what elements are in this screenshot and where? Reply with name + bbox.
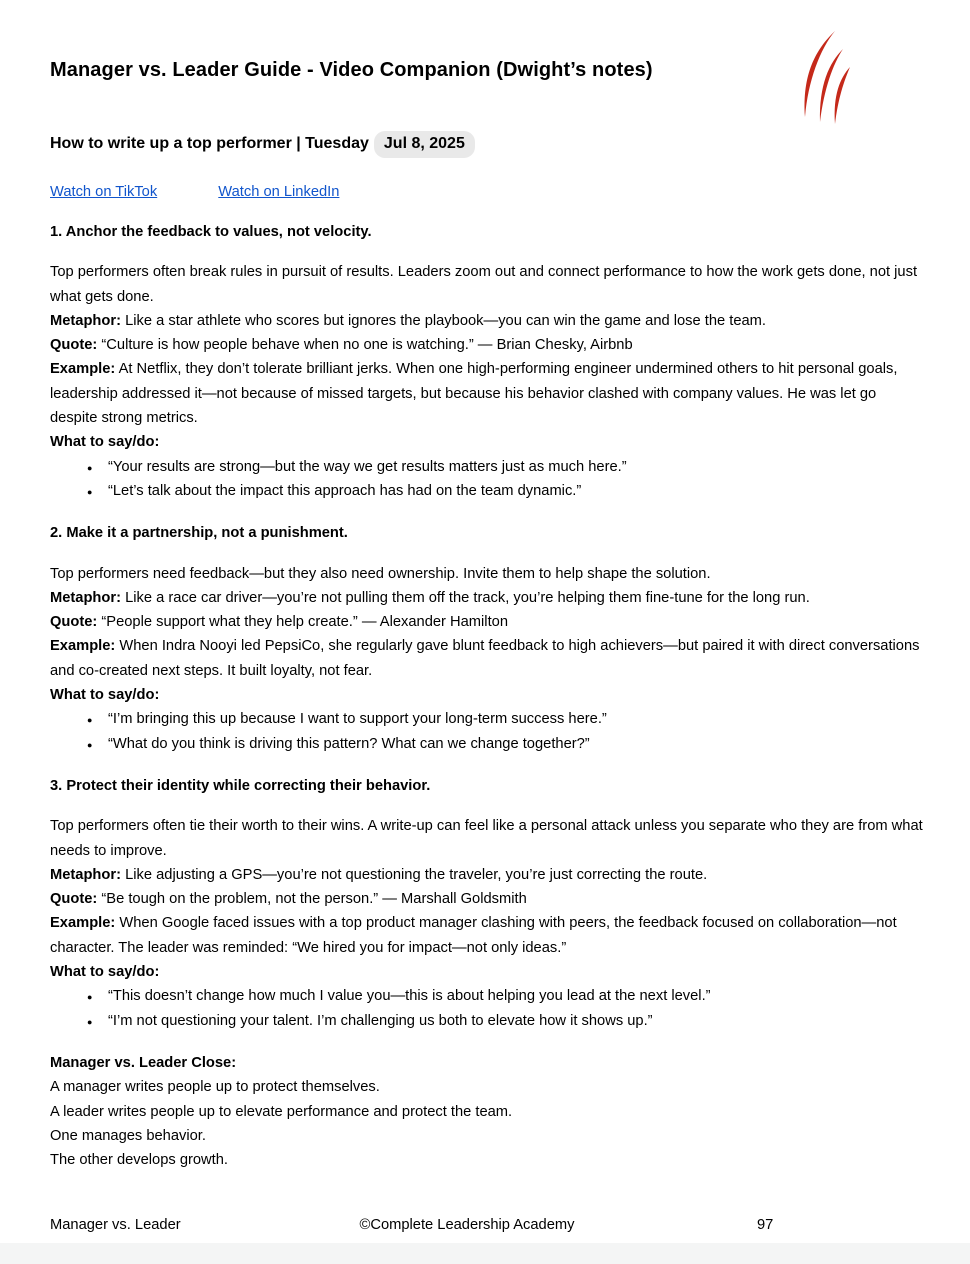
example-line — [50, 911, 923, 960]
what-to-say-label — [50, 960, 923, 984]
example-line — [50, 634, 923, 683]
say-do-list — [50, 707, 923, 756]
section-heading: 3. Protect their identity while correcting their behavior. — [50, 777, 431, 794]
bullet-item: ● “I’m bringing this up because I want to support your long-term success here.” — [50, 707, 923, 731]
quote-label: Quote: — [50, 891, 98, 908]
example-text: When Indra Nooyi led PepsiCo, she regularly gave blunt feedback to high achievers—but paired it with direct conversations and co-created next steps. It built loyalty, not fear. — [50, 638, 920, 679]
example-label: Example: — [50, 915, 116, 932]
say-do-list — [50, 984, 923, 1033]
bullet-item: ● “This doesn’t change how much I value you—this is about helping you lead at the next level.” — [50, 984, 923, 1008]
intro-paragraph: Top performers often break rules in pursuit of results. Leaders zoom out and connect performance to how the work gets done, not just what gets done. — [50, 264, 918, 305]
subtitle-text: How to write up a top performer | Tuesday — [50, 135, 369, 152]
intro-paragraph: Top performers often tie their worth to their wins. A write-up can feel like a personal attack unless you separate who they are from what needs to improve. — [50, 818, 923, 859]
flame-icon — [798, 28, 858, 128]
quote-text: “Culture is how people behave when no one is watching.” — Brian Chesky, Airbnb — [97, 337, 633, 354]
bullet-item: ● “What do you think is driving this pattern? What can we change together?” — [50, 732, 923, 756]
quote-label: Quote: — [50, 614, 98, 631]
what-to-say-label — [50, 430, 923, 454]
what-to-say-text: What to say/do: — [50, 687, 160, 704]
example-label: Example: — [50, 361, 116, 378]
section-heading: 2. Make it a partnership, not a punishment. — [50, 525, 348, 542]
metaphor-label: Metaphor: — [50, 312, 121, 329]
quote-line — [50, 333, 923, 357]
quote-text: “People support what they help create.” — Alexander Hamilton — [97, 614, 508, 631]
close-line: A manager writes people up to protect themselves. — [50, 1079, 380, 1096]
video-subtitle — [50, 130, 923, 158]
quote-label: Quote: — [50, 337, 98, 354]
metaphor-text: Like a race car driver—you’re not pulling them off the track, you’re helping them fine-tune for the long run. — [121, 589, 810, 606]
bullet-item: ● “Let’s talk about the impact this approach has had on the team dynamic.” — [50, 479, 923, 503]
section-body — [50, 814, 923, 1033]
close-heading: Manager vs. Leader Close: — [50, 1054, 237, 1071]
metaphor-text: Like adjusting a GPS—you’re not questioning the traveler, you’re just correcting the route. — [121, 866, 708, 883]
metaphor-line — [50, 863, 923, 887]
bullet-item: ● “Your results are strong—but the way we get results matters just as much here.” — [50, 455, 923, 479]
section-body — [50, 562, 923, 756]
watch-on-tiktok-link[interactable]: Watch on TikTok — [50, 184, 158, 200]
footer-page-number: 97 — [757, 1217, 774, 1233]
section-2 — [50, 521, 923, 756]
example-label: Example: — [50, 638, 116, 655]
example-line — [50, 357, 923, 430]
watch-on-linkedin-link[interactable]: Watch on LinkedIn — [218, 184, 340, 200]
example-text: When Google faced issues with a top product manager clashing with peers, the feedback focused on collaboration—not character. The leader was reminded: “We hired you for impact—not only ideas.” — [50, 915, 897, 956]
section-body — [50, 260, 923, 503]
intro-paragraph: Top performers need feedback—but they also need ownership. Invite them to help shape the solution. — [50, 565, 711, 582]
close-line: One manages behavior. — [50, 1127, 206, 1144]
section-3 — [50, 774, 923, 1033]
metaphor-text: Like a star athlete who scores but ignores the playbook—you can win the game and lose the team. — [121, 312, 766, 329]
date-badge: Jul 8, 2025 — [374, 131, 475, 158]
page-edge-strip — [0, 1243, 970, 1264]
section-heading: 1. Anchor the feedback to values, not velocity. — [50, 224, 372, 240]
close-line: A leader writes people up to elevate performance and protect the team. — [50, 1103, 513, 1120]
metaphor-line — [50, 586, 923, 610]
what-to-say-text: What to say/do: — [50, 434, 160, 451]
close-line: The other develops growth. — [50, 1152, 228, 1169]
metaphor-label: Metaphor: — [50, 589, 121, 606]
say-do-list — [50, 455, 923, 504]
what-to-say-text: What to say/do: — [50, 964, 160, 981]
footer-copyright: ©Complete Leadership Academy — [359, 1217, 575, 1233]
footer-doc-title: Manager vs. Leader — [50, 1217, 181, 1233]
metaphor-line — [50, 309, 923, 333]
page-footer — [0, 1214, 970, 1236]
quote-text: “Be tough on the problem, not the person.” — Marshall Goldsmith — [97, 891, 527, 908]
what-to-say-label — [50, 683, 923, 707]
quote-line — [50, 887, 923, 911]
watch-links — [50, 182, 923, 202]
page-title: Manager vs. Leader Guide - Video Companion (Dwight’s notes) — [50, 59, 653, 81]
close-section — [50, 1051, 923, 1172]
metaphor-label: Metaphor: — [50, 866, 121, 883]
quote-line — [50, 610, 923, 634]
example-text: At Netflix, they don’t tolerate brilliant jerks. When one high-performing engineer undermined others to hit personal goals, leadership addressed it—not because of missed targets, but because his behavior clashed with company values. He was let go despite strong metrics. — [50, 361, 898, 427]
bullet-item: ● “I’m not questioning your talent. I’m challenging us both to elevate how it shows up.” — [50, 1009, 923, 1033]
section-1 — [50, 220, 923, 503]
